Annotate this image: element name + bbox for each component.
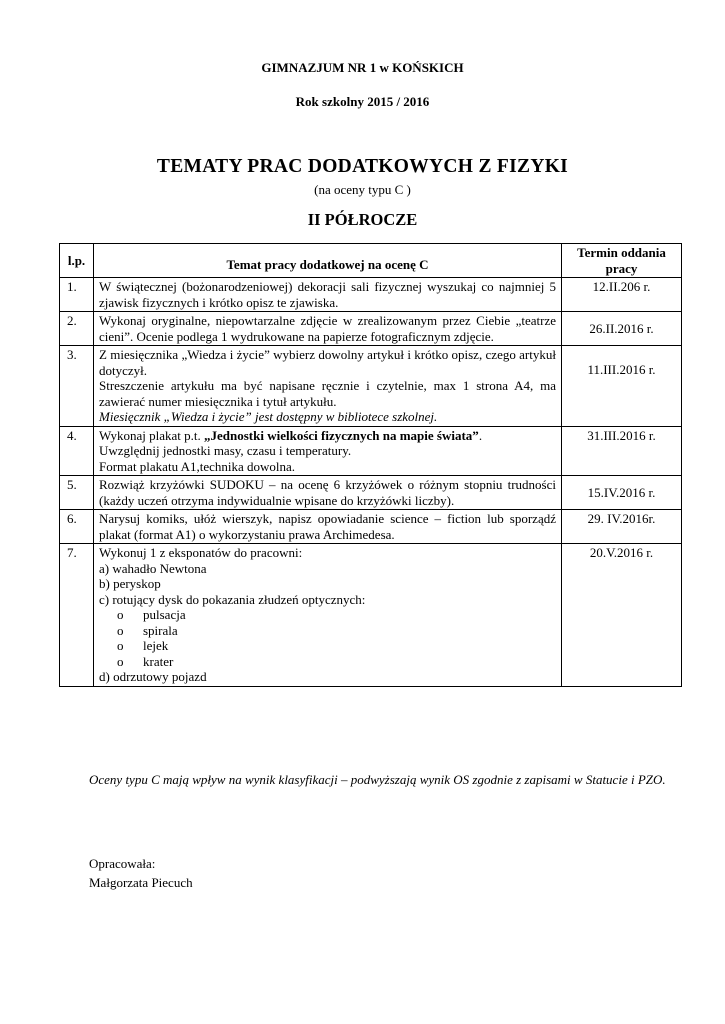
row-number: 2. [60,312,94,346]
list-item: b) peryskop [99,576,161,591]
sub-list [99,607,556,669]
author-name: Małgorzata Piecuch [89,875,193,890]
circle-bullet-icon: o [117,607,124,622]
row-deadline: 11.III.2016 r. [562,346,682,427]
header-deadline: Termin oddania pracy [562,244,682,278]
table-row [60,544,682,687]
sub-list-item-label: spirala [143,622,178,638]
row-topic-pre: Wykonaj plakat p.t. [99,427,204,443]
row-topic-line: Streszczenie artykułu ma być napisane ręcznie i czytelnie, max 1 strona A4, ma zawierać numer miesięcznika i tytuł artykułu. [99,378,556,409]
sub-list-item-label: krater [143,653,174,669]
prepared-by [89,854,193,892]
row-number: 4. [60,426,94,476]
row-number: 6. [60,510,94,544]
table-row [60,278,682,312]
row-deadline: 12.II.206 r. [562,278,682,312]
row-deadline: 15.IV.2016 r. [562,476,682,510]
table-row [60,426,682,476]
table-row [60,510,682,544]
row-topic: Rozwiąż krzyżówki SUDOKU – na ocenę 6 krzyżówek o różnym stopniu trudności (każdy uczeń otrzyma indywidualnie wpisane do krzyżówki liczby). [94,476,562,510]
row-number: 3. [60,346,94,427]
header-lp: l.p. [60,244,94,278]
sub-list-item-label: lejek [143,638,169,653]
document-title: TEMATY PRAC DODATKOWYCH Z FIZYKI [156,156,569,177]
list-item: d) odrzutowy pojazd [99,669,207,684]
row-number: 1. [60,278,94,312]
table-header-row [60,244,682,278]
row-deadline: 26.II.2016 r. [562,312,682,346]
row-number: 5. [60,476,94,510]
header-topic: Temat pracy dodatkowej na ocenę C [94,244,562,278]
row-topic [94,346,562,427]
row-number: 7. [60,544,94,687]
row-topic-post: . [478,427,483,443]
row-topic [94,426,562,476]
circle-bullet-icon: o [117,638,124,653]
semester-heading: II PÓŁROCZE [307,210,418,229]
school-name: GIMNAZJUM NR 1 w KOŃSKICH [261,60,464,75]
row-topic [94,544,562,687]
list-item: c) rotujący dysk do pokazania złudzeń optycznych: [99,591,366,607]
row-deadline: 31.III.2016 r. [562,426,682,476]
table-row [60,476,682,510]
sub-list-item [99,623,556,639]
circle-bullet-icon: o [117,653,124,669]
row-topic: Wykonaj oryginalne, niepowtarzalne zdjęcie w zrealizowanym przez Ciebie „teatrze cieni”. Ocenie podlega 1 wydrukowane na papierze fotograficznym zdjęcie. [94,312,562,346]
list-item: a) wahadło Newtona [99,560,207,576]
table-row [60,312,682,346]
school-year: Rok szkolny 2015 / 2016 [295,94,430,109]
sub-list-item-label: pulsacja [143,607,186,622]
row-topic-line: Format plakatu A1,technika dowolna. [99,458,296,474]
prepared-label: Opracowała: [89,856,156,871]
table-row [60,346,682,427]
row-topic-bold: „Jednostki wielkości fizycznych na mapie świata” [204,427,479,443]
row-deadline: 29. IV.2016r. [562,510,682,544]
row-topic-note: Miesięcznik „Wiedza i życie” jest dostępny w bibliotece szkolnej. [99,409,438,424]
row-topic-line: Uwzględnij jednostki masy, czasu i temperatury. [99,443,352,458]
row-topic: W świątecznej (bożonarodzeniowej) dekoracji sali fizycznej wyszukaj co najmniej 5 zjawisk fizycznych i krótko opisz te zjawiska. [94,278,562,312]
sub-list-item [99,607,556,623]
document-subtitle: (na oceny typu C ) [314,182,411,197]
circle-bullet-icon: o [117,622,124,638]
sub-list-item [99,638,556,654]
topics-table [59,243,682,687]
row-deadline: 20.V.2016 r. [562,544,682,687]
row-topic-line: Wykonuj 1 z eksponatów do pracowni: [99,545,303,560]
grading-note: Oceny typu C mają wpływ na wynik klasyfikacji – podwyższają wynik OS zgodnie z zapisami w Statucie i PZO. [89,772,666,787]
row-topic-line: Z miesięcznika „Wiedza i życie” wybierz dowolny artykuł i krótko opisz, czego artykuł dotyczył. [99,347,556,378]
sub-list-item [99,654,556,670]
row-topic: Narysuj komiks, ułóż wierszyk, napisz opowiadanie science – fiction lub sporządź plakat (format A1) o wykorzystaniu prawa Archimedesa. [94,510,562,544]
row-topic-line [99,428,556,444]
